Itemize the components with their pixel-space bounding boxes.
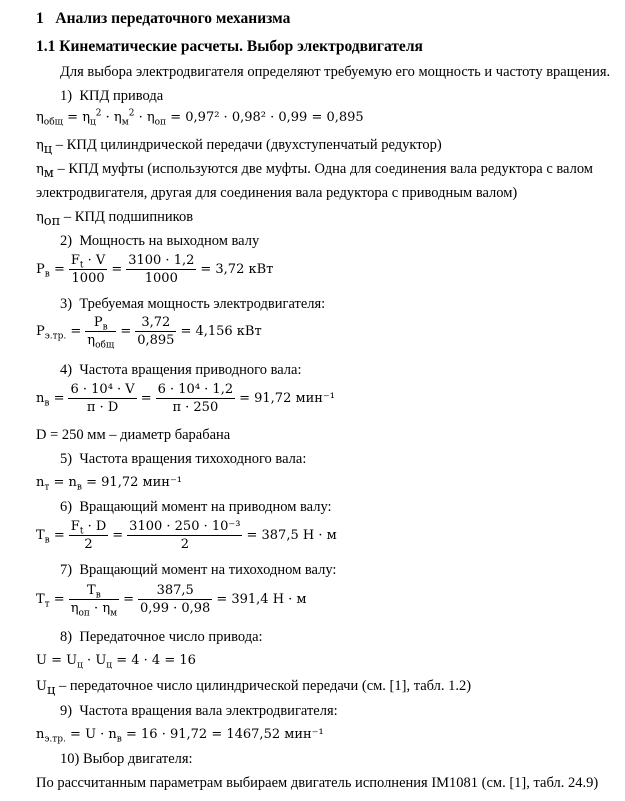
eq-drive-speed: $n_в$ = $\frac{\text{6 · 10⁴ · V}}{\pi \cdot D}$ = $\frac{\text{6 · 10⁴ · 1,2}}{\pi \cdot 250}$ = 91,72 мин⁻¹: [36, 382, 335, 415]
item-8: 8) Передаточное число привода:: [60, 629, 263, 645]
eq-required-power: $P_{э.тр.}$ = $\frac{P_в}{\eta_{общ}}$ = $\frac{3,72}{0,895}$ = 4,156 кВт: [36, 315, 262, 351]
heading-2: [36, 39, 423, 55]
heading-1-title: Анализ передаточного механизма: [55, 10, 291, 27]
heading-2-number: 1.1: [36, 38, 56, 55]
eq-gear-ratio: $U = U_ц \cdot U_ц = 4 \cdot 4 = 16$: [36, 653, 196, 671]
heading-1: [36, 11, 290, 27]
fraction: $\frac{F_t \cdot D}{2}$: [70, 519, 107, 552]
def-gear-ratio: $U_ц$ – передаточное число цилиндрической передачи (см. [1], табл. 1.2): [36, 678, 472, 698]
eq-slow-shaft-torque: $T_т$ = $\frac{T_в}{\eta_{оп} \cdot \eta_м}$ = $\frac{387,5}{0,99 \cdot 0,98}$ = 391,4 Н · м: [36, 583, 307, 619]
fraction: $\frac{F_t \cdot V}{1000}$: [70, 253, 106, 286]
eq-output-power: $P_в$ = $\frac{F_t \cdot V}{1000}$ = $\frac{3100 \cdot 1,2}{1000}$ = 3,72 кВт: [36, 253, 274, 286]
def-eta-cylindrical: $\eta_ц$ – КПД цилиндрической передачи (двухступенчатый редуктор): [36, 137, 442, 157]
heading-1-number: 1: [36, 10, 44, 27]
eq-efficiency: $\eta_{общ} = \eta_ц^2 \cdot \eta_м^2 \cdot \eta_{оп} = 0,97^2 \cdot 0,98^2 \cdot 0,99 = 0,895$: [36, 108, 364, 128]
heading-2-title: Кинематические расчеты. Выбор электродвигателя: [59, 38, 423, 55]
item-2: 2) Мощность на выходном валу: [60, 233, 260, 249]
def-eta-coupling: $\eta_м$ – КПД муфты (используются две муфты. Одна для соединения вала редуктора с валом: [36, 161, 593, 181]
fraction: $\frac{T_в}{\eta_{оп} \cdot \eta_м}$: [70, 583, 118, 619]
item-6: 6) Вращающий момент на приводном валу:: [60, 499, 332, 515]
item-title: КПД привода: [79, 88, 164, 104]
item-10: 10) Выбор двигателя:: [60, 751, 193, 767]
fraction: $\frac{3,72}{0,895}$: [137, 315, 175, 348]
fraction: $\frac{P_в}{\eta_{общ}}$: [87, 315, 115, 351]
fraction: $\frac{\text{6 · 10⁴ · 1,2}}{\pi \cdot 250}$: [157, 382, 234, 415]
item-7: 7) Вращающий момент на тихоходном валу:: [60, 562, 337, 578]
def-eta-coupling-cont: электродвигателя, другая для соединения вала редуктора с приводным валом): [36, 185, 518, 201]
conclusion-paragraph: По рассчитанным параметрам выбираем двигатель исполнения IM1081 (см. [1], табл. 24.9): [36, 775, 599, 791]
fraction: $\frac{\text{6 · 10⁴ · V}}{\pi \cdot D}$: [70, 382, 135, 415]
def-drum-diameter: D = 250 мм – диаметр барабана: [36, 427, 231, 443]
eq-drive-torque: $T_в$ = $\frac{F_t \cdot D}{2}$ = $\frac{\text{3100 · 250 · 10⁻³}}{2}$ = 387,5 Н · м: [36, 519, 337, 552]
intro-paragraph: Для выбора электродвигателя определяют требуемую его мощность и частоту вращения.: [60, 64, 611, 80]
item-4: 4) Частота вращения приводного вала:: [60, 362, 302, 378]
item-number: 1): [60, 88, 73, 104]
fraction: $\frac{387,5}{0,99 \cdot 0,98}$: [140, 583, 211, 616]
eq-motor-speed: $n_{э.тр.} = U \cdot n_в = 16 \cdot 91,72 = 1467,52$ мин⁻¹: [36, 727, 324, 745]
fraction: $\frac{3100 \cdot 1,2}{1000}$: [128, 253, 195, 286]
fraction: $\frac{\text{3100 · 250 · 10⁻³}}{2}$: [129, 519, 241, 552]
item-9: 9) Частота вращения вала электродвигателя:: [60, 703, 338, 719]
item-5: 5) Частота вращения тихоходного вала:: [60, 451, 307, 467]
eq-slow-shaft-speed: $n_т = n_в = 91,72$ мин⁻¹: [36, 475, 183, 493]
item-3: 3) Требуемая мощность электродвигателя:: [60, 296, 326, 312]
item-1: [60, 89, 163, 104]
def-eta-bearings: $\eta_{оп}$ – КПД подшипников: [36, 209, 194, 229]
